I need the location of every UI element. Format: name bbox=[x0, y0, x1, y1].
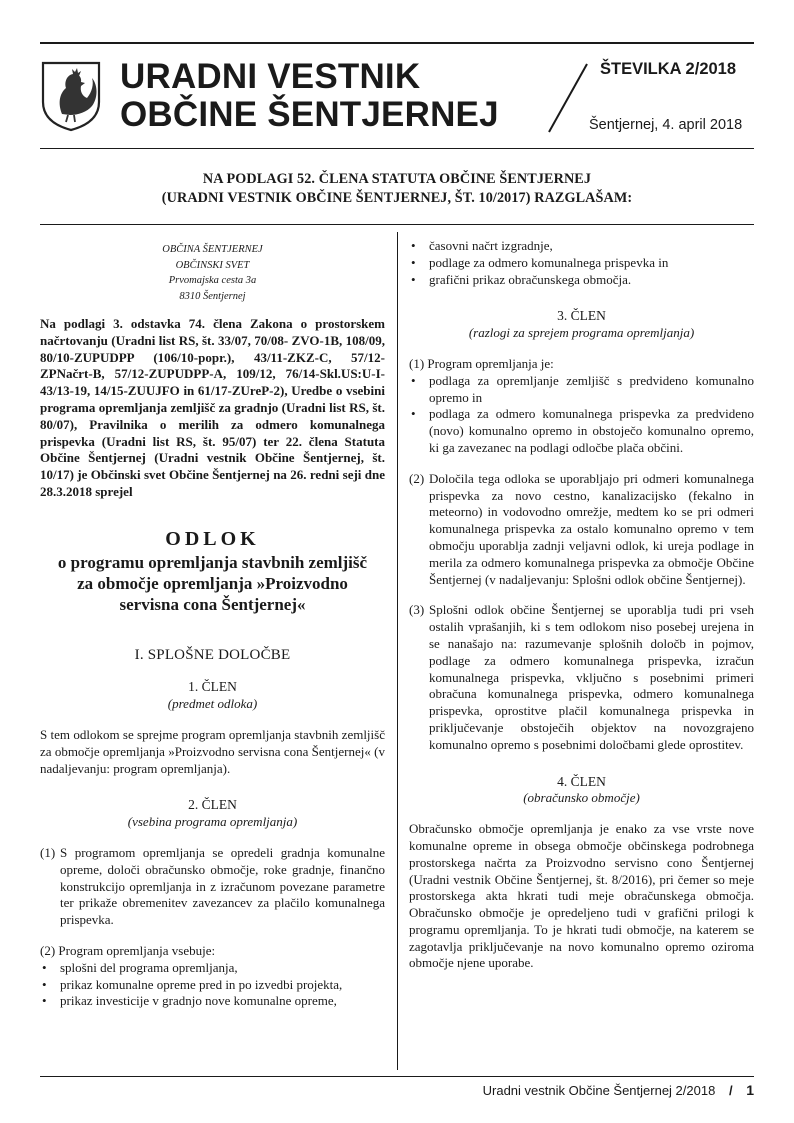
paragraph-number: (2) bbox=[409, 470, 425, 486]
article-2-paragraph-1 bbox=[40, 845, 385, 929]
masthead-title-line1: URADNI VESTNIK bbox=[120, 57, 421, 96]
article-2-heading: 2. ČLEN bbox=[188, 797, 237, 813]
decree-subtitle bbox=[40, 552, 385, 615]
footer-publication: Uradni vestnik Občine Šentjernej 2/2018 bbox=[482, 1083, 716, 1098]
list-item: • splošni del programa opremljanja, bbox=[40, 960, 385, 977]
article-2-list-left bbox=[40, 960, 385, 1010]
paragraph-number: (3) bbox=[409, 602, 425, 618]
list-item: • prikaz investicije v gradnjo nove komunalne opreme, bbox=[40, 993, 385, 1010]
column-divider bbox=[397, 232, 398, 1070]
footer-separator: / bbox=[728, 1083, 733, 1098]
address-line: OBČINA ŠENTJERNEJ bbox=[162, 244, 263, 255]
article-3-subtitle: (razlogi za sprejem programa opremljanja) bbox=[468, 325, 695, 341]
masthead-rule bbox=[40, 148, 754, 149]
decree-subtitle-line: servisna cona Šentjernej« bbox=[119, 594, 306, 614]
article-1-subtitle: (predmet odloka) bbox=[167, 696, 258, 712]
issuer-address bbox=[40, 242, 385, 304]
article-2-subtitle: (vsebina programa opremljanja) bbox=[127, 814, 298, 830]
chapter-heading: I. SPLOŠNE DOLOČBE bbox=[134, 646, 291, 663]
article-4-heading: 4. ČLEN bbox=[557, 773, 606, 789]
masthead-title bbox=[120, 58, 499, 134]
decree-title: ODLOK bbox=[165, 527, 260, 550]
article-1-text: S tem odlokom se sprejme program opremljanja stavbnih zemljišč za območje opremljanja »Proizvodno servisna cona Šentjernej« (v nadaljevanju: program opremljanja). bbox=[40, 726, 385, 776]
page-footer bbox=[483, 1082, 754, 1098]
paragraph-text: S programom opremljanja se opredeli gradnja komunalne opreme, določi obračunsko območje, roke gradnje, finančno konstrukcijo opremljanja in z izračunom povezane parametre ter prikaže obremenitev zavezancev za plačilo komunalnega prispevka. bbox=[60, 844, 385, 928]
address-line: OBČINSKI SVET bbox=[175, 259, 250, 271]
article-3-paragraph-3 bbox=[409, 602, 754, 753]
list-item: • podlaga za odmero komunalnega prispevka za predvideno (novo) komunalno opremo in obstoječo komunalno opremo, ki ga zavezanec na podlagi odločbe plača občini. bbox=[409, 406, 754, 456]
footer-rule bbox=[40, 1076, 754, 1077]
issue-number: ŠTEVILKA 2/2018 bbox=[600, 60, 737, 78]
issue-date: Šentjernej, 4. april 2018 bbox=[589, 117, 743, 133]
list-item: • podlage za odmero komunalnega prispevka in bbox=[409, 255, 754, 272]
list-item: • prikaz komunalne opreme pred in po izvedbi projekta, bbox=[40, 977, 385, 994]
right-column bbox=[409, 238, 754, 972]
paragraph-number: (1) bbox=[40, 844, 56, 860]
page-number: 1 bbox=[746, 1082, 754, 1098]
article-4-text: Obračunsko območje opremljanja je enako za vse vrste nove komunalne opreme in obsega območje občinskega podrobnega prostorskega načrta za Proizvodno servisno cono Šentjernej (Uradni vestnik Občine Šentjernej, št. 8/2016), pri čemer so meje prostorskega akta hkrati tudi meje obračunskega območja. Obračunsko območje je opredeljeno tudi v grafični prilogi k programu opremljanja. To je hkrati tudi območje, na katerem se zagotavlja priključevanje na novo komunalno opremo oziroma območje njene uporabe. bbox=[409, 821, 754, 971]
preamble: Na podlagi 3. odstavka 74. člena Zakona o prostorskem načrtovanju (Uradni list RS, št. 33/07, 70/08- ZVO-1B, 108/09, 80/10-ZUPUDPP (106/10-popr.), 43/11-ZKZ-C, 57/12-ZPNačrt-B, 57/12-ZUPUDPP-A, 109/12, 76/14-Skl.US:U-I-43/13-19, 14/15-ZUUJFO in 61/17-ZUreP-2), Uredbe o vsebini programa opremljanja zemljišč za gradnjo (Uradni list RS, št. 80/07), Pravilnika o merilih za odmero komunalnega prispevka (Uradni list RS, št. 95/07) ter 22. člena Statuta Občine Šentjernej (Uradni vestnik Občine Šentjernej, št. 10/17) je Občinski svet Občine Šentjernej na 26. redni seji dne 28.3.2018 sprejel bbox=[40, 316, 385, 499]
decree-subtitle-line: o programu opremljanja stavbnih zemljišč bbox=[57, 552, 368, 572]
decree-subtitle-line: za območje opremljanja »Proizvodno bbox=[77, 573, 348, 593]
proclamation bbox=[40, 170, 754, 208]
list-item: • grafični prikaz obračunskega območja. bbox=[409, 272, 754, 289]
article-4-subtitle: (obračunsko območje) bbox=[523, 790, 640, 806]
rooster-crest-icon bbox=[40, 60, 102, 132]
masthead-slash-icon bbox=[545, 62, 590, 134]
left-column bbox=[40, 238, 385, 1010]
address-line: Prvomajska cesta 3a bbox=[168, 275, 257, 286]
address-line: 8310 Šentjernej bbox=[179, 290, 246, 302]
article-2-paragraph-2-label: (2) Program opremljanja vsebuje: bbox=[40, 942, 216, 958]
article-3-paragraph-1-label: (1) Program opremljanja je: bbox=[409, 355, 554, 371]
proclamation-line1: NA PODLAGI 52. ČLENA STATUTA OBČINE ŠENTJERNEJ bbox=[202, 171, 592, 187]
top-rule bbox=[40, 42, 754, 44]
masthead-title-line2: OBČINE ŠENTJERNEJ bbox=[120, 95, 499, 134]
list-item: • podlaga za opremljanje zemljišč s predvideno komunalno opremo in bbox=[409, 373, 754, 407]
article-3-heading: 3. ČLEN bbox=[557, 308, 606, 324]
paragraph-text: Splošni odlok občine Šentjernej se uporablja tudi pri vseh ostalih vprašanjih, ki s tem odlokom niso posebej urejena in se nanašajo na: razumevanje splošnih določb in pojmov, podlage za odmero komunalnega prispevka, izračun komunalnega prispevka, vključno s posebnimi primeri obračuna komunalnega prispevka, odmero komunalnega prispevka, oprostitve plačil komunalnega prispevka in priključevanje obstoječih objektov na novozgrajeno komunalno opremo s posebnimi določbami glede oprostitev. bbox=[429, 602, 754, 752]
article-1-heading: 1. ČLEN bbox=[188, 679, 237, 695]
article-2-list-right bbox=[409, 238, 754, 288]
list-item: • časovni načrt izgradnje, bbox=[409, 238, 754, 255]
article-3-paragraph-2 bbox=[409, 471, 754, 589]
paragraph-text: Določila tega odloka se uporabljajo pri odmeri komunalnega prispevka za novo cestno, kanalizacijsko (fekalno in meteorno) in vodovodno omrežje, medtem ko se pri odmeri komunalnega prispevka za ostalo komunalno opremo v tem območju uporablja zadnji veljavni odlok, ki ureja podlage in merila za odmero komunalnega prispevka za območje Občine Šentjernej (v nadaljevanju: Splošni odlok občine Šentjernej). bbox=[429, 470, 754, 587]
article-3-list bbox=[409, 373, 754, 457]
proclamation-rule bbox=[40, 224, 754, 225]
proclamation-line2: (URADNI VESTNIK OBČINE ŠENTJERNEJ, ŠT. 10/2017) RAZGLAŠAM: bbox=[161, 190, 633, 206]
